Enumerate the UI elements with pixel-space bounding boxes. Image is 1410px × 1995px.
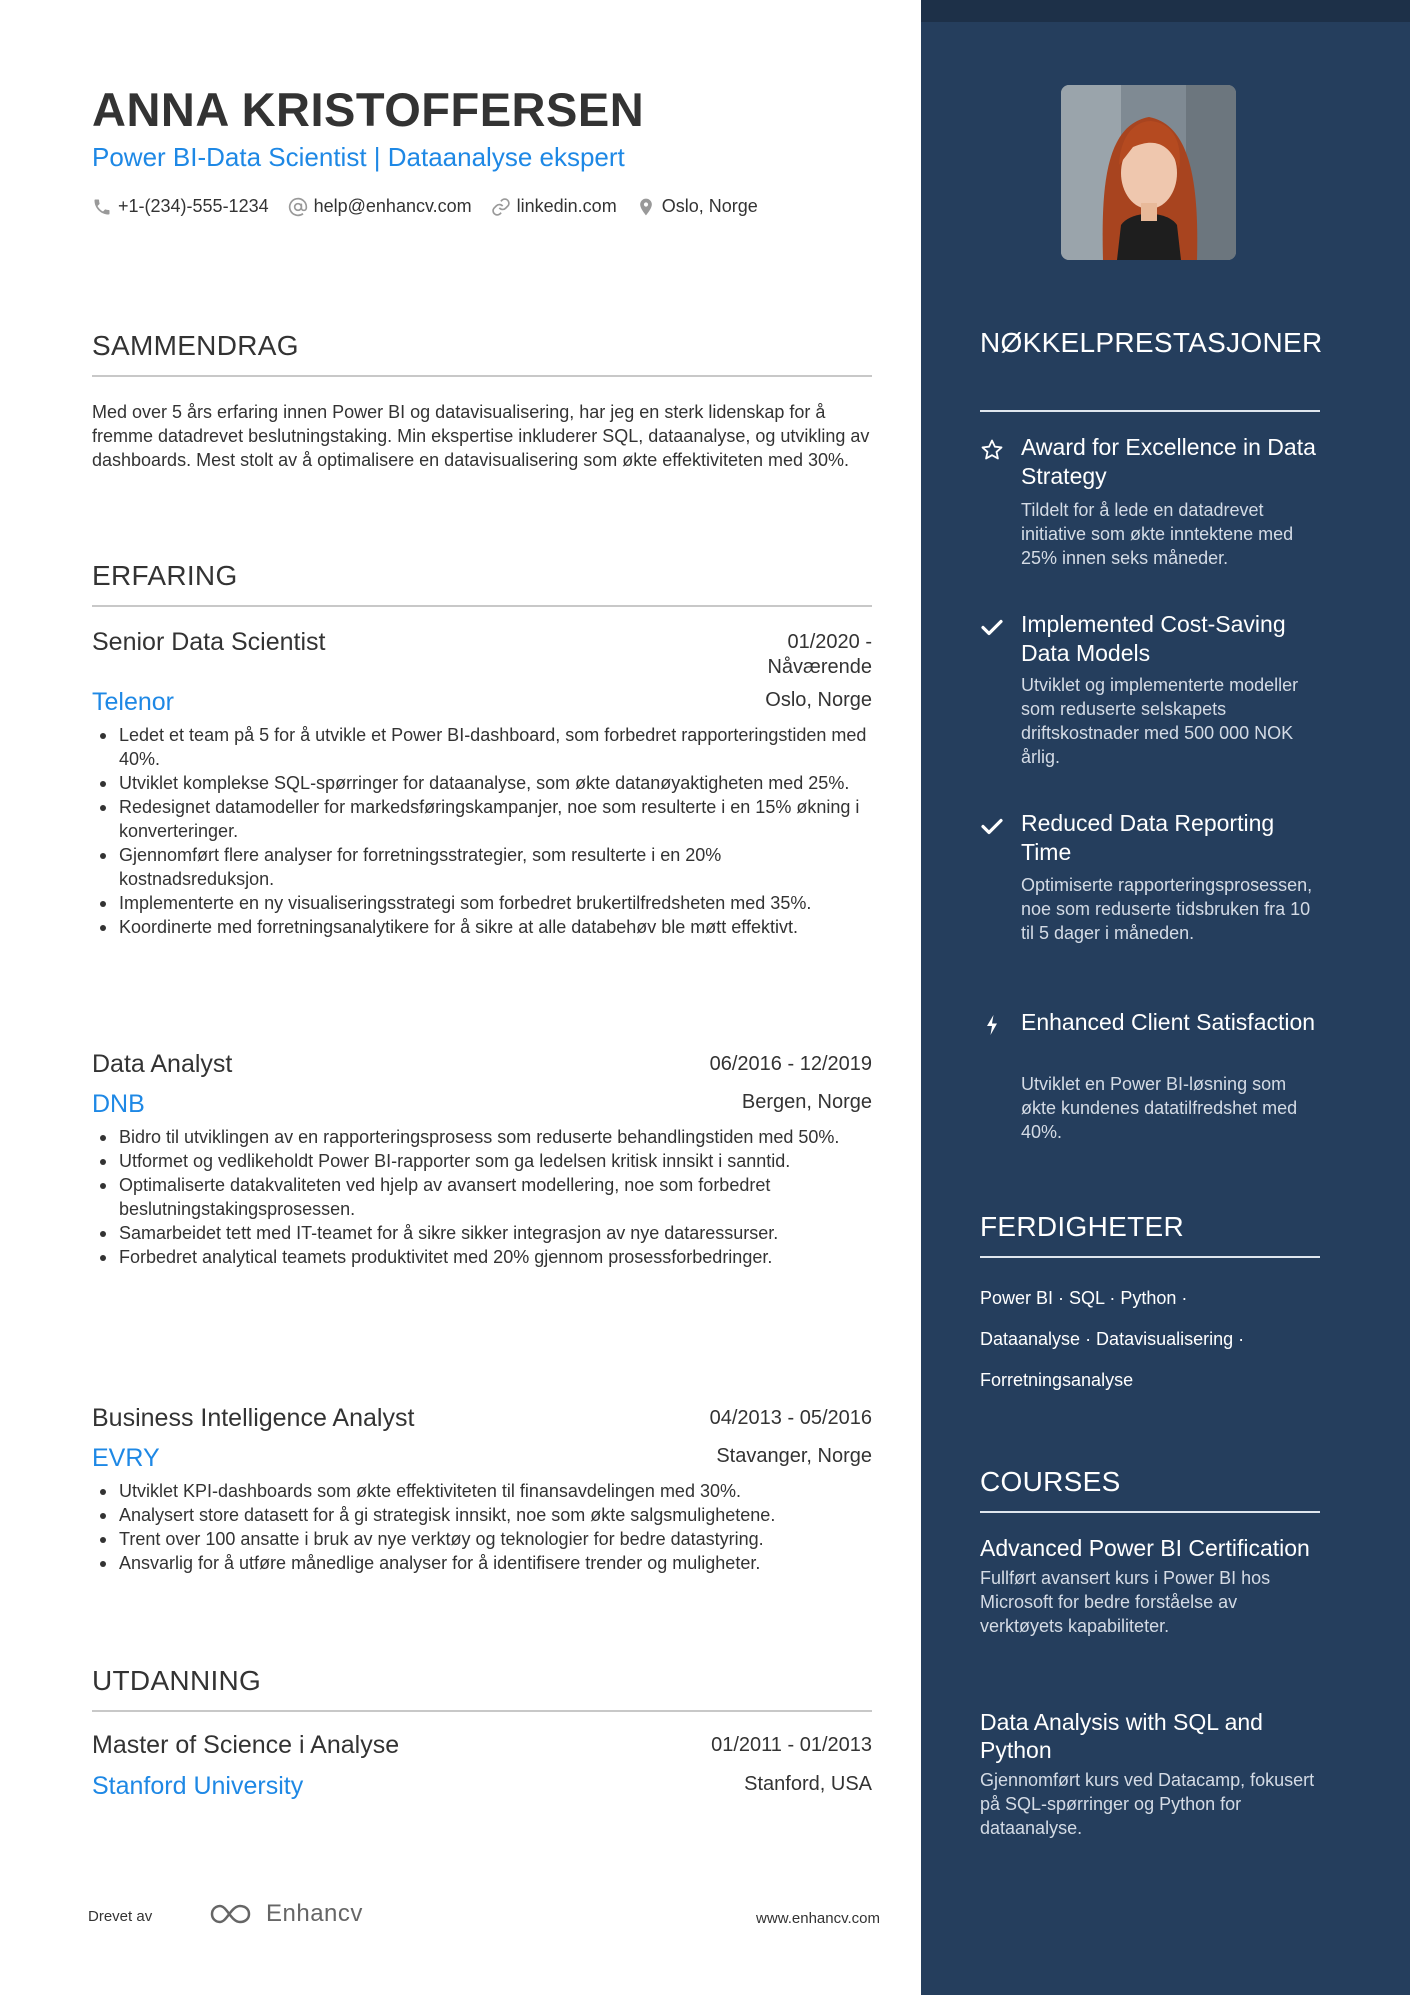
achievement-title: Award for Excellence in Data Strategy xyxy=(1021,434,1316,489)
location-text: Oslo, Norge xyxy=(661,196,758,216)
skills-divider xyxy=(980,1256,1320,1258)
linkedin-text: linkedin.com xyxy=(516,196,617,216)
checkmark-icon xyxy=(980,814,1004,838)
contact-email[interactable] xyxy=(288,196,472,217)
experience-divider xyxy=(92,605,872,607)
education-date: 01/2011 - 01/2013 xyxy=(711,1734,872,1756)
achievement-desc: Utviklet en Power BI-løsning som økte kundenes datatilfredshet med 40%. xyxy=(1021,1074,1298,1142)
job-date xyxy=(767,630,872,680)
job-date: 06/2016 - 12/2019 xyxy=(709,1053,872,1075)
candidate-title: Power BI-Data Scientist | Dataanalyse ekspert xyxy=(92,142,625,172)
skills-list xyxy=(980,1278,1320,1401)
bullet-item: Utformet og vedlikeholdt Power BI-rapporter som ga ledelsen kritisk innsikt i sanntid. xyxy=(92,1149,872,1173)
achievements-heading: NØKKELPRESTASJONER xyxy=(980,327,1323,358)
bullet-item: Forbedret analytical teamets produktivitet med 20% gjennom prosessforbedringer. xyxy=(92,1245,872,1269)
skills-line: Power BI · SQL · Python · xyxy=(980,1288,1188,1308)
job-title: Business Intelligence Analyst xyxy=(92,1404,415,1432)
achievement-desc: Optimiserte rapporteringsprosessen, noe som reduserte tidsbruken fra 10 til 5 dager i måneden. xyxy=(1021,875,1313,943)
course-title: Data Analysis with SQL and Python xyxy=(980,1709,1263,1763)
enhancv-logo[interactable] xyxy=(208,1900,363,1928)
candidate-name: ANNA KRISTOFFERSEN xyxy=(92,83,645,136)
experience-heading: ERFARING xyxy=(92,560,238,591)
education-location: Stanford, USA xyxy=(744,1773,872,1795)
avatar-illustration xyxy=(1061,85,1236,260)
profile-photo xyxy=(1061,85,1236,260)
powered-by-text: Drevet av xyxy=(88,1908,153,1925)
achievement-desc: Tildelt for å lede en datadrevet initiative som økte inntektene med 25% innen seks måneder. xyxy=(1021,500,1294,568)
achievement-title: Implemented Cost-Saving Data Models xyxy=(1021,611,1286,666)
job-bullets xyxy=(92,1125,872,1269)
footer xyxy=(88,1900,880,1940)
bullet-item: Trent over 100 ansatte i bruk av nye verktøy og teknologier for bedre datastyring. xyxy=(92,1527,872,1551)
job-title: Data Analyst xyxy=(92,1050,233,1078)
bullet-item: Ledet et team på 5 for å utvikle et Power BI-dashboard, som forbedret rapporteringstiden med 40%. xyxy=(92,723,872,771)
course-item xyxy=(980,1708,1320,1840)
contact-bar xyxy=(92,196,777,217)
checkmark-icon xyxy=(980,615,1004,639)
course-desc: Gjennomført kurs ved Datacamp, fokusert på SQL-spørringer og Python for dataanalyse. xyxy=(980,1770,1315,1838)
bullet-item: Ansvarlig for å utføre månedlige analyser for å identifisere trender og muligheter. xyxy=(92,1551,872,1575)
phone-icon xyxy=(92,197,112,217)
summary-text: Med over 5 års erfaring innen Power BI og datavisualisering, har jeg en sterk lidenskap for å fremme datadrevet beslutningstaking. Min ekspertise inkluderer SQL, dataanalyse, og utvikling av dashboards. Mest stolt av å optimalisere en datavisualisering som økte effektiviteten med 30%. xyxy=(92,402,870,470)
job-date: 04/2013 - 05/2016 xyxy=(709,1407,872,1429)
summary-divider xyxy=(92,375,872,377)
lightning-icon xyxy=(980,1013,1004,1037)
courses-heading: COURSES xyxy=(980,1466,1121,1497)
bullet-item: Analysert store datasett for å gi strategisk innsikt, noe som økte salgsmulighetene. xyxy=(92,1503,872,1527)
bullet-item: Optimaliserte datakvaliteten ved hjelp av avansert modellering, noe som forbedret beslutningstakingsprosessen. xyxy=(92,1173,872,1221)
achievement-title: Reduced Data Reporting Time xyxy=(1021,810,1275,865)
job-location: Oslo, Norge xyxy=(765,689,872,711)
at-sign-icon xyxy=(288,197,308,217)
bullet-item: Koordinerte med forretningsanalytikere for å sikre at alle databehøv ble møtt effektivt. xyxy=(92,915,872,939)
contact-linkedin[interactable] xyxy=(491,196,617,217)
location-pin-icon xyxy=(636,197,656,217)
job-location: Bergen, Norge xyxy=(741,1091,872,1113)
job-title: Senior Data Scientist xyxy=(92,628,326,656)
sidebar xyxy=(921,0,1410,1995)
job-date-end: Nåværende xyxy=(767,656,872,678)
phone-text: +1-(234)-555-1234 xyxy=(118,196,269,216)
achievement-title: Enhanced Client Satisfaction xyxy=(1021,1009,1316,1035)
achievement-desc: Utviklet og implementerte modeller som reduserte selskapets driftskostnader med 500 000 NOK årlig. xyxy=(1021,675,1299,767)
bullet-item: Implementerte en ny visualiseringsstrategi som forbedret brukertilfredsheten med 35%. xyxy=(92,891,872,915)
contact-location xyxy=(636,196,758,217)
company-name: DNB xyxy=(92,1090,145,1118)
company-name: EVRY xyxy=(92,1444,160,1472)
skills-line: Dataanalyse · Datavisualisering · xyxy=(980,1329,1245,1349)
link-icon xyxy=(491,197,511,217)
footer-url[interactable]: www.enhancv.com xyxy=(756,1910,880,1927)
infinity-logo-icon xyxy=(208,1901,256,1927)
job-location: Stavanger, Norge xyxy=(716,1445,872,1467)
job-bullets xyxy=(92,723,872,939)
courses-divider xyxy=(980,1511,1320,1513)
email-text: help@enhancv.com xyxy=(313,196,472,216)
skills-line: Forretningsanalyse xyxy=(980,1370,1134,1390)
sidebar-top-bar xyxy=(921,0,1410,22)
degree-title: Master of Science i Analyse xyxy=(92,1731,400,1759)
job-bullets xyxy=(92,1479,872,1575)
course-desc: Fullført avansert kurs i Power BI hos Microsoft for bedre forståelse av verktøyets kapabiliteter. xyxy=(980,1568,1271,1636)
bullet-item: Samarbeidet tett med IT-teamet for å sikre sikker integrasjon av nye dataressurser. xyxy=(92,1221,872,1245)
bullet-item: Bidro til utviklingen av en rapporteringsprosess som reduserte behandlingstiden med 50%. xyxy=(92,1125,872,1149)
achievements-divider xyxy=(980,410,1320,412)
job-date-start: 01/2020 - xyxy=(787,631,872,653)
brand-name: Enhancv xyxy=(266,1900,363,1927)
summary-heading: SAMMENDRAG xyxy=(92,330,299,361)
education-divider xyxy=(92,1710,872,1712)
course-item xyxy=(980,1534,1320,1638)
bullet-item: Redesignet datamodeller for markedsføringskampanjer, noe som resulterte i en 15% økning i konverteringer. xyxy=(92,795,872,843)
skills-heading: FERDIGHETER xyxy=(980,1211,1184,1242)
bullet-item: Utviklet KPI-dashboards som økte effektiviteten til finansavdelingen med 30%. xyxy=(92,1479,872,1503)
school-name: Stanford University xyxy=(92,1772,304,1800)
bullet-item: Gjennomført flere analyser for forretningsstrategier, som resulterte i en 20% kostnadsreduksjon. xyxy=(92,843,872,891)
bullet-item: Utviklet komplekse SQL-spørringer for dataanalyse, som økte datanøyaktigheten med 25%. xyxy=(92,771,872,795)
course-title: Advanced Power BI Certification xyxy=(980,1535,1310,1561)
education-heading: UTDANNING xyxy=(92,1665,262,1696)
contact-phone[interactable] xyxy=(92,196,269,217)
star-icon xyxy=(980,438,1004,462)
company-name: Telenor xyxy=(92,688,174,716)
